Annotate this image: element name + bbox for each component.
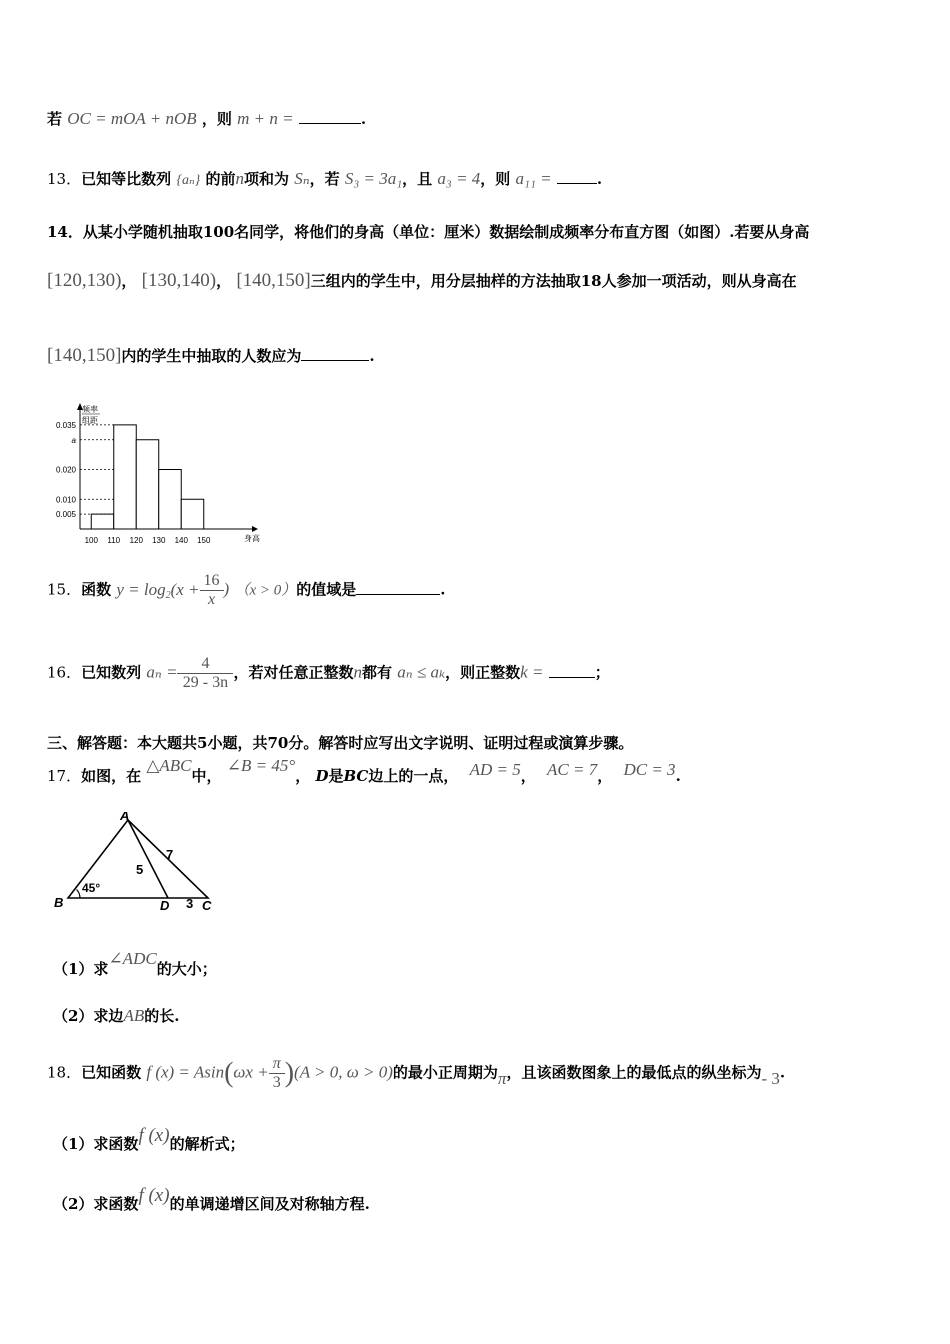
q18-function: f (x) = Asin xyxy=(146,1062,225,1082)
q17-ac: AC = 7 xyxy=(547,760,598,779)
q17-text-3: ， xyxy=(295,767,311,785)
q17-ad: AD = 5 xyxy=(469,760,521,779)
q18-paren-open: ( xyxy=(224,1057,234,1089)
q18-p1-text-b: 的解析式； xyxy=(169,1135,245,1153)
q13-text-4: ，若 xyxy=(309,170,340,188)
q15-fraction xyxy=(200,572,224,609)
q18-fraction xyxy=(269,1055,285,1092)
q17-sep-2: ， xyxy=(597,767,613,785)
label-7: 7 xyxy=(166,847,174,862)
histogram-bar-0 xyxy=(91,514,114,529)
q17-text-5: 边上的一点， xyxy=(368,767,459,785)
x-tick-label-3: 130 xyxy=(152,536,166,545)
q17-line xyxy=(47,756,681,786)
q18-text-2: 的最小正周期为 xyxy=(392,1063,498,1082)
q18-p2-text-b: 的单调递增区间及对称轴方程. xyxy=(169,1195,370,1213)
q17-p1-math: ∠ADC xyxy=(108,949,157,968)
q15-y: y = log xyxy=(116,579,166,599)
histogram-bar-2 xyxy=(136,440,159,529)
q16-end: ； xyxy=(594,663,610,682)
q17-angle: ∠B = 45° xyxy=(226,756,296,775)
q18-pi: π xyxy=(497,1068,507,1088)
section-3-text: 三、解答题：本大题共5小题，共70分。解答时应写出文字说明、证明过程或演算步骤。 xyxy=(47,734,634,752)
x-axis-arrow xyxy=(252,526,258,532)
q18-p2-text-a: （2）求函数 xyxy=(53,1195,139,1213)
q17-text-1: 如图，在 xyxy=(81,767,142,785)
segment-ad xyxy=(128,820,168,898)
q18-text-1: 已知函数 xyxy=(81,1063,142,1082)
q18-number: 18． xyxy=(47,1063,82,1082)
q17-p1-text-a: （1）求 xyxy=(53,960,109,978)
q15-open: (x + xyxy=(170,579,200,599)
x-axis-label: 身高 xyxy=(244,534,260,543)
q15-text-2: 的值域是 xyxy=(296,580,357,599)
q13-sum: Sₙ xyxy=(294,169,310,188)
q14-interval-3: [140,150] xyxy=(236,270,311,291)
q13-end: . xyxy=(596,170,603,188)
q16-text-3: 都有 xyxy=(361,663,392,682)
q13-text-6: ，则 xyxy=(480,170,511,188)
q14-interval-2: [130,140) xyxy=(141,270,217,291)
y-tick-label-2: 0.020 xyxy=(55,465,76,475)
q15-close: ) xyxy=(223,579,230,599)
q14-answer-blank[interactable] xyxy=(301,346,369,361)
q18-text-3: ，且该函数图象上的最低点的纵坐标为 xyxy=(506,1063,762,1082)
q15-end: . xyxy=(440,580,446,599)
q15-line xyxy=(47,572,445,609)
q13-number: 13． xyxy=(47,170,82,188)
q18-paren-close: ) xyxy=(284,1057,295,1089)
q18-end: . xyxy=(779,1063,786,1082)
x-tick-label-5: 150 xyxy=(197,536,211,545)
label-a: A xyxy=(120,812,130,823)
q12-prefix: 若 xyxy=(47,110,63,128)
q18-p1-text-a: （1）求函数 xyxy=(53,1135,139,1153)
q14-line-2 xyxy=(47,270,797,292)
q13-text-1: 已知等比数列 xyxy=(81,170,172,188)
q18-frac-den: 3 xyxy=(269,1073,285,1092)
q14-sep-1: ， xyxy=(121,272,137,290)
q16-text-4: ，则正整数 xyxy=(445,663,521,682)
q15-frac-den: x xyxy=(200,590,224,609)
q17-triangle: △ABC xyxy=(146,756,192,775)
y-tick-label-0: 0.035 xyxy=(55,420,76,430)
histogram-bar-4 xyxy=(181,499,204,529)
q14-line-3 xyxy=(47,345,375,367)
q14-end: . xyxy=(369,347,375,365)
q15-number: 15． xyxy=(47,580,82,599)
q17-p1-text-b: 的大小； xyxy=(156,960,217,978)
x-tick-label-2: 120 xyxy=(129,536,143,545)
q18-inner: ωx + xyxy=(233,1062,269,1082)
q12-answer-blank[interactable] xyxy=(299,109,361,124)
q14-text-1: 14．从某小学随机抽取100名同学，将他们的身高（单位：厘米）数据绘制成频率分布直方图（如图）.若要从身高 xyxy=(47,223,810,241)
label-3: 3 xyxy=(186,896,194,911)
q17-text-2: 中， xyxy=(191,767,222,785)
x-tick-label-1: 110 xyxy=(107,536,121,545)
q15-base: 2 xyxy=(165,589,171,601)
q13-answer-blank[interactable] xyxy=(557,169,597,184)
q12-end: . xyxy=(360,110,367,128)
label-5: 5 xyxy=(136,862,144,877)
q17-p2-text-b: 的长. xyxy=(144,1007,180,1025)
q17-part-2 xyxy=(53,1005,179,1026)
q18-min: - 3 xyxy=(761,1068,780,1088)
y-tick-label-4: 0.005 xyxy=(55,510,76,520)
q13-condition-1: S₃ = 3a₁ xyxy=(344,169,403,188)
label-b: B xyxy=(54,895,64,910)
q17-number: 17． xyxy=(47,767,82,785)
q18-part-1 xyxy=(53,1125,245,1155)
q18-condition: (A > 0, ω > 0) xyxy=(294,1062,393,1082)
q17-sep: ， xyxy=(520,767,536,785)
q15-answer-blank[interactable] xyxy=(356,580,440,595)
q12-mid: ，则 xyxy=(201,110,232,128)
y-tick-label-1: a xyxy=(71,435,76,445)
q14-text-2: 三组内的学生中，用分层抽样的方法抽取18人参加一项活动，则从身高在 xyxy=(310,272,797,290)
q14-sep-2: ， xyxy=(216,272,232,290)
section-3-heading xyxy=(47,732,633,753)
q13-condition-2: a₃ = 4 xyxy=(437,169,481,188)
q15-frac-num: 16 xyxy=(203,572,220,589)
q13-n: n xyxy=(235,169,244,188)
q17-p2-text-a: （2）求边 xyxy=(53,1007,124,1025)
q18-part-2 xyxy=(53,1185,370,1215)
q17-text-4: 是 xyxy=(328,767,344,785)
q12-tail-line xyxy=(47,108,366,129)
angle-arc-b xyxy=(77,890,81,899)
q17-bc: BC xyxy=(343,767,369,785)
q16-frac-num: 4 xyxy=(201,655,210,672)
q18-line xyxy=(47,1055,785,1092)
y-tick-label-3: 0.010 xyxy=(55,495,76,505)
q17-dc: DC = 3 xyxy=(623,760,676,779)
q13-line xyxy=(47,168,602,189)
q12-vector-expr: OC = mOA + nOB xyxy=(67,109,197,128)
label-45: 45° xyxy=(82,881,101,895)
q13-text-2: 的前 xyxy=(205,170,236,188)
q15-text-1: 函数 xyxy=(81,580,112,599)
q16-k: k = xyxy=(520,662,544,682)
q17-part-1 xyxy=(53,949,217,979)
q15-func xyxy=(116,580,199,599)
histogram-bar-3 xyxy=(159,470,182,530)
x-tick-label-4: 140 xyxy=(174,536,188,545)
q17-p2-math: AB xyxy=(123,1006,145,1025)
q16-frac-den: 29 - 3n xyxy=(177,673,233,692)
q14-interval-1: [120,130) xyxy=(47,270,122,291)
q12-ask: m + n = xyxy=(237,109,294,128)
y-axis-label-top: 频率 xyxy=(82,405,98,414)
q14-line-1 xyxy=(47,221,809,242)
x-tick-label-0: 100 xyxy=(84,536,98,545)
q16-n: n xyxy=(353,662,362,682)
label-d: D xyxy=(160,898,170,913)
frequency-histogram xyxy=(44,400,264,550)
q13-text-3: 项和为 xyxy=(243,170,289,188)
q13-text-5: ，且 xyxy=(402,170,433,188)
y-axis-label-bottom: 组距 xyxy=(82,416,98,425)
q14-text-3: 内的学生中抽取的人数应为 xyxy=(121,347,302,365)
q17-d: D xyxy=(315,767,329,785)
q15-condition: （x > 0） xyxy=(234,582,297,599)
q16-line xyxy=(47,655,610,692)
histogram-bar-1 xyxy=(114,425,137,529)
q18-frac-num: π xyxy=(272,1055,281,1072)
triangle-figure xyxy=(50,812,230,917)
q16-text-1: 已知数列 xyxy=(81,663,142,682)
q16-text-2: ，若对任意正整数 xyxy=(233,663,354,682)
q16-answer-blank[interactable] xyxy=(549,663,595,678)
q13-ask: a₁₁ = xyxy=(515,169,552,188)
q14-interval-4: [140,150] xyxy=(47,345,122,366)
q17-end: . xyxy=(675,767,681,785)
q16-number: 16． xyxy=(47,663,82,682)
q18-p2-math: f (x) xyxy=(138,1185,170,1206)
q16-a: aₙ = xyxy=(146,662,178,682)
q13-sequence: {aₙ} xyxy=(176,173,201,188)
q18-p1-math: f (x) xyxy=(138,1125,170,1146)
label-c: C xyxy=(202,898,212,913)
q16-inequality: aₙ ≤ aₖ xyxy=(397,662,446,682)
q16-fraction xyxy=(177,655,233,692)
